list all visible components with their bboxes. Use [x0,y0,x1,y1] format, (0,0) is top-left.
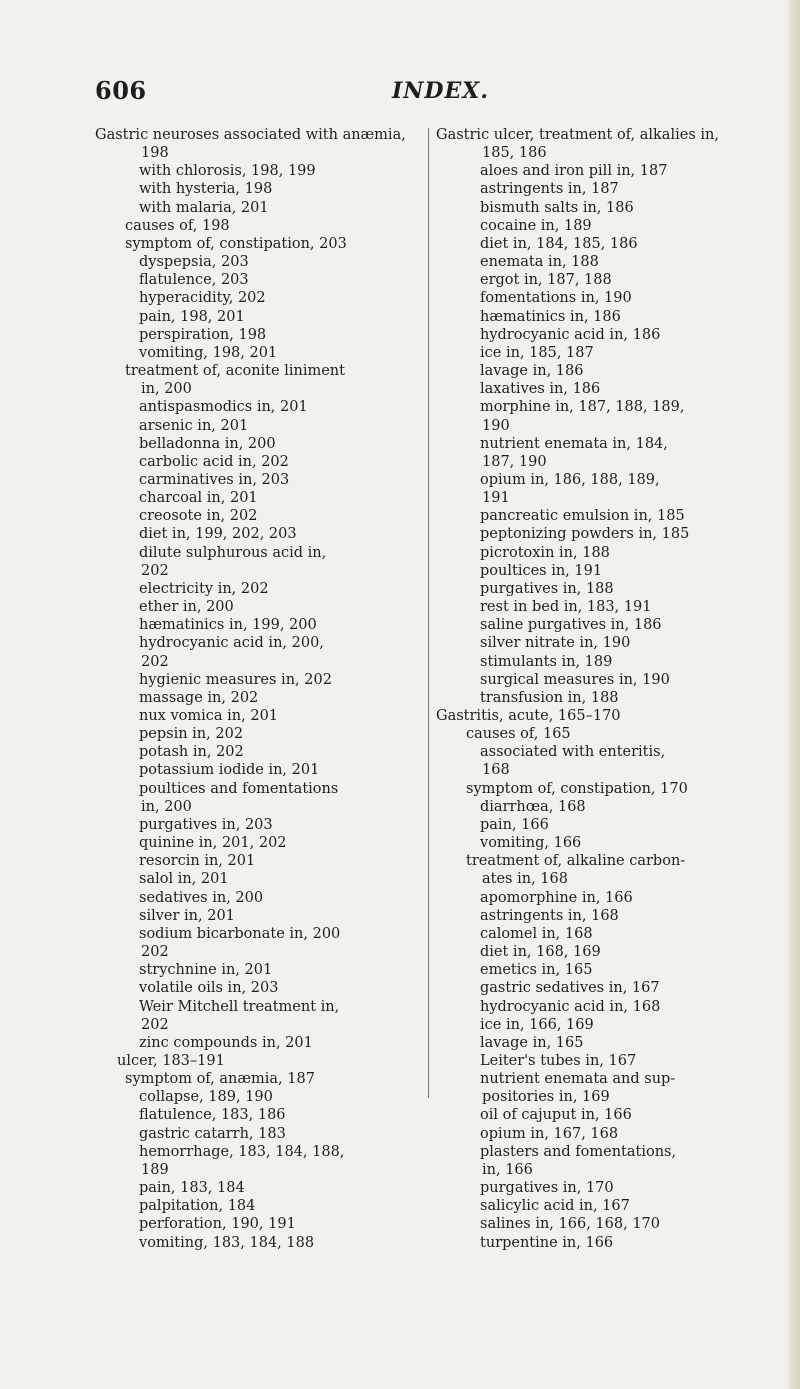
index-entry: diet in, 184, 185, 186 [480,235,638,252]
column-divider [428,128,429,1098]
index-entry: vomiting, 183, 184, 188 [139,1234,315,1251]
index-entry: with hysteria, 198 [139,181,273,198]
index-entry: collapse, 189, 190 [139,1089,273,1106]
index-entry: pain, 183, 184 [139,1180,245,1197]
index-entry: hydrocyanic acid in, 168 [480,998,661,1015]
index-entry: hydrocyanic acid in, 186 [480,326,661,343]
index-entry: peptonizing powders in, 185 [480,526,690,543]
index-entry: turpentine in, 166 [480,1234,614,1251]
index-entry: picrotoxin in, 188 [480,544,610,561]
index-entry: with malaria, 201 [139,199,269,216]
index-entry: rest in bed in, 183, 191 [480,599,652,616]
index-entry: 202 [141,944,169,961]
index-entry: diarrhœa, 168 [480,798,586,815]
index-entry: symptom of, anæmia, 187 [125,1071,315,1088]
index-entry: in, 200 [141,798,192,815]
index-entry: gastric sedatives in, 167 [480,980,660,997]
index-entry: astringents in, 168 [480,907,619,924]
index-entry: bismuth salts in, 186 [480,199,634,216]
index-entry: hydrocyanic acid in, 200, [139,635,324,652]
index-entry: fomentations in, 190 [480,290,632,307]
index-entry: causes of, 165 [466,726,571,743]
index-entry: astringents in, 187 [480,181,619,198]
index-entry: salicylic acid in, 167 [480,1198,630,1215]
index-entry: Gastric ulcer, treatment of, alkalies in, [436,127,719,143]
index-entry: calomel in, 168 [480,925,593,942]
index-entry: in, 166 [482,1161,533,1178]
index-entry: nutrient enemata in, 184, [480,435,668,452]
index-entry: positories in, 169 [482,1089,610,1106]
index-entry: pain, 166 [480,816,549,833]
index-entry: hæmatinics in, 186 [480,308,621,325]
index-entry: creosote in, 202 [139,508,258,525]
index-entry: with chlorosis, 198, 199 [139,163,316,180]
index-entry: diet in, 199, 202, 203 [139,526,297,543]
index-entry: morphine in, 187, 188, 189, [480,399,685,416]
index-entry: purgatives in, 170 [480,1180,614,1197]
index-entry: silver nitrate in, 190 [480,635,631,652]
index-entry: perforation, 190, 191 [139,1216,296,1233]
index-entry: purgatives in, 188 [480,580,614,597]
index-entry: palpitation, 184 [139,1198,256,1215]
index-entry: dilute sulphurous acid in, [139,544,327,561]
index-entry: ates in, 168 [482,871,568,888]
index-entry: strychnine in, 201 [139,962,273,979]
index-entry: lavage in, 186 [480,363,584,380]
index-entry: Leiter's tubes in, 167 [480,1052,637,1069]
index-entry: dyspepsia, 203 [139,254,249,271]
index-entry: stimulants in, 189 [480,653,613,670]
index-entry: nutrient enemata and sup- [480,1071,676,1088]
index-entry: transfusion in, 188 [480,689,619,706]
index-entry: purgatives in, 203 [139,816,273,833]
index-entry: electricity in, 202 [139,580,269,597]
index-entry: treatment of, alkaline carbon- [466,853,686,870]
index-entry: ether in, 200 [139,599,234,616]
index-entry: diet in, 168, 169 [480,944,601,961]
index-entry: aloes and iron pill in, 187 [480,163,668,180]
index-entry: carminatives in, 203 [139,471,290,488]
index-entry: 202 [141,562,169,579]
index-entry: antispasmodics in, 201 [139,399,308,416]
index-entry: 202 [141,1016,169,1033]
index-entry: causes of, 198 [125,217,230,234]
page-edge-shadow [786,0,800,1389]
index-entry: gastric catarrh, 183 [139,1125,286,1142]
index-entry: associated with enteritis, [480,744,666,761]
index-entry: vomiting, 198, 201 [139,344,278,361]
index-entry: ulcer, 183–191 [117,1052,225,1069]
index-entry: resorcin in, 201 [139,853,256,870]
index-entry: hemorrhage, 183, 184, 188, [139,1143,345,1160]
index-entry: cocaine in, 189 [480,217,592,234]
index-entry: poultices in, 191 [480,562,603,579]
index-entry: laxatives in, 186 [480,381,601,398]
index-entry: ergot in, 187, 188 [480,272,612,289]
index-entry: perspiration, 198 [139,326,267,343]
index-entry: Gastric neuroses associated with anæmia, [95,127,406,143]
index-entry: carbolic acid in, 202 [139,453,289,470]
index-entry: salol in, 201 [139,871,229,888]
index-entry: emetics in, 165 [480,962,593,979]
index-entry: lavage in, 165 [480,1034,584,1051]
index-entry: flatulence, 183, 186 [139,1107,286,1124]
index-entry: vomiting, 166 [480,835,582,852]
running-head: INDEX. [392,78,489,104]
index-entry: volatile oils in, 203 [139,980,279,997]
index-entry: surgical measures in, 190 [480,671,670,688]
index-entry: pain, 198, 201 [139,308,245,325]
index-entry: pepsin in, 202 [139,726,244,743]
index-entry: symptom of, constipation, 170 [466,780,688,797]
page-number: 606 [95,76,147,105]
index-entry: hyperacidity, 202 [139,290,266,307]
index-entry: apomorphine in, 166 [480,889,633,906]
index-entry: salines in, 166, 168, 170 [480,1216,660,1233]
index-entry: hæmatinics in, 199, 200 [139,617,317,634]
index-entry: Weir Mitchell treatment in, [139,998,340,1015]
index-entry: 191 [482,490,510,507]
index-entry: enemata in, 188 [480,254,599,271]
index-entry: pancreatic emulsion in, 185 [480,508,685,525]
index-entry: nux vomica in, 201 [139,708,279,724]
index-entry: 202 [141,653,169,670]
index-entry: belladonna in, 200 [139,435,276,452]
index-entry: massage in, 202 [139,689,259,706]
index-entry: opium in, 167, 168 [480,1125,619,1142]
index-entry: charcoal in, 201 [139,490,258,507]
index-entry: 168 [482,762,510,779]
index-entry: treatment of, aconite liniment [125,363,345,380]
index-entry: sedatives in, 200 [139,889,264,906]
index-entry: poultices and fomentations [139,780,339,797]
index-entry: 187, 190 [482,453,547,470]
index-entry: oil of cajuput in, 166 [480,1107,632,1124]
index-entry: Gastritis, acute, 165–170 [436,708,621,724]
index-entry: flatulence, 203 [139,272,249,289]
index-entry: silver in, 201 [139,907,235,924]
index-column-left [95,126,425,1252]
index-entry: zinc compounds in, 201 [139,1034,313,1051]
index-entry: quinine in, 201, 202 [139,835,287,852]
index-entry: plasters and fomentations, [480,1143,677,1160]
index-entry: opium in, 186, 188, 189, [480,471,660,488]
index-entry: ice in, 185, 187 [480,344,594,361]
index-entry: 198 [141,145,169,162]
index-entry: 185, 186 [482,145,547,162]
index-entry: ice in, 166, 169 [480,1016,594,1033]
index-entry: hygienic measures in, 202 [139,671,332,688]
index-entry: sodium bicarbonate in, 200 [139,925,341,942]
index-entry: in, 200 [141,381,192,398]
index-entry: arsenic in, 201 [139,417,249,434]
index-entry: saline purgatives in, 186 [480,617,662,634]
index-entry: 190 [482,417,510,434]
index-entry: symptom of, constipation, 203 [125,235,347,252]
index-column-right [436,126,776,1252]
index-entry: potash in, 202 [139,744,244,761]
index-entry: potassium iodide in, 201 [139,762,320,779]
index-entry: 189 [141,1161,169,1178]
